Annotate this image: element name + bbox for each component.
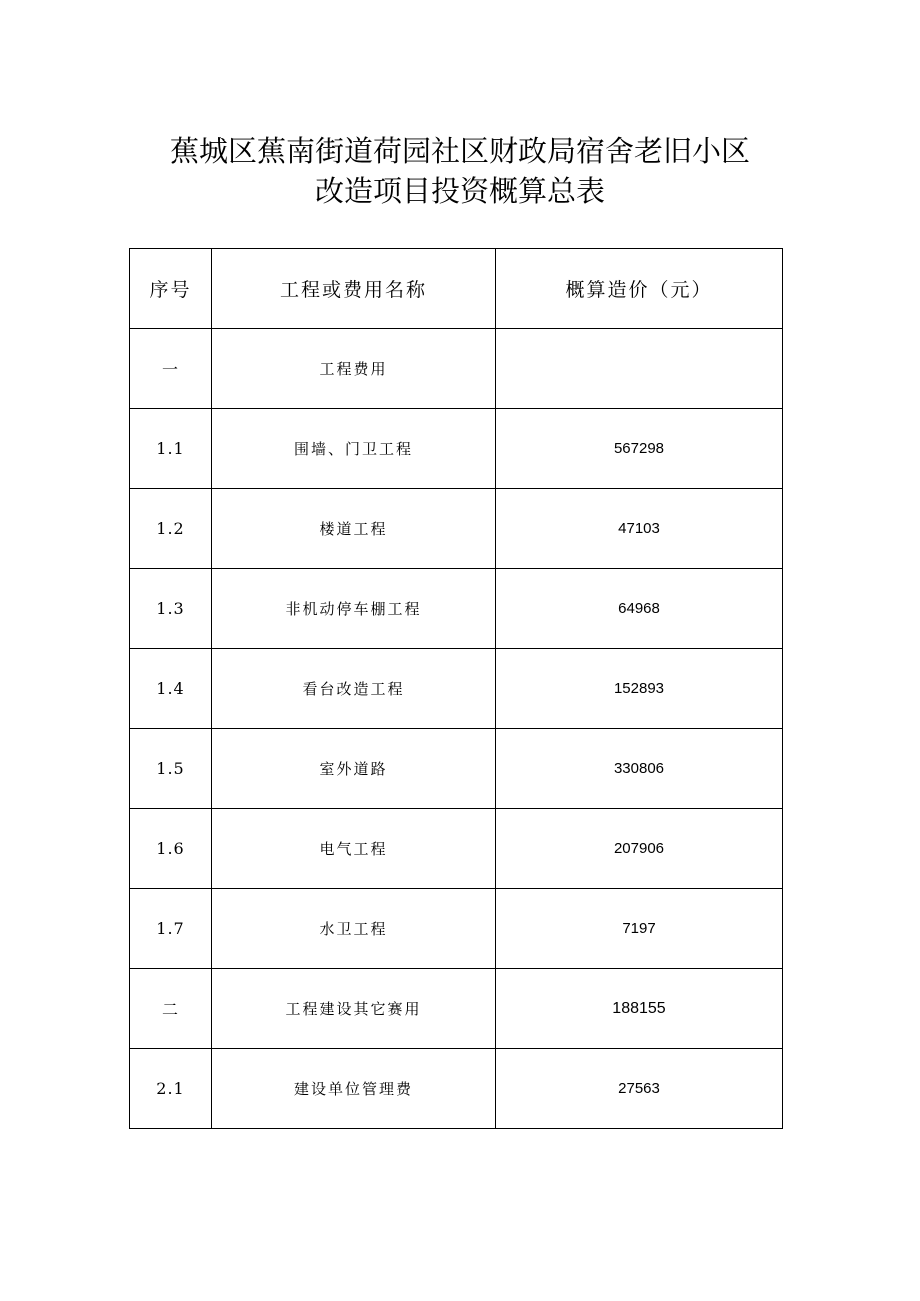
row-name: 楼道工程: [212, 489, 496, 569]
row-name: 水卫工程: [212, 889, 496, 969]
row-price: 64968: [496, 569, 783, 649]
document-title-line-2: 改造项目投资概算总表: [314, 174, 605, 208]
table-row: [130, 569, 783, 649]
row-name: 电气工程: [212, 809, 496, 889]
row-no: 1.1: [130, 409, 212, 489]
table-row: [130, 409, 783, 489]
table-row: [130, 649, 783, 729]
row-price: 188155: [496, 969, 783, 1049]
row-no: 1.3: [130, 569, 212, 649]
table-row: [130, 1049, 783, 1129]
row-price: 152893: [496, 649, 783, 729]
row-no: 1.5: [130, 729, 212, 809]
row-price: [496, 329, 783, 409]
header-name: 工程或费用名称: [212, 249, 496, 329]
row-name: 非机动停车棚工程: [212, 569, 496, 649]
row-name: 工程建设其它赛用: [212, 969, 496, 1049]
row-price: 330806: [496, 729, 783, 809]
row-no: 2.1: [130, 1049, 212, 1129]
budget-summary-table: [129, 248, 783, 1129]
document-title-line-1: 蕉城区蕉南街道荷园社区财政局宿舍老旧小区: [169, 134, 750, 168]
header-price: 概算造价（元）: [496, 249, 783, 329]
row-price: 207906: [496, 809, 783, 889]
header-no: 序号: [130, 249, 212, 329]
row-no: 1.7: [130, 889, 212, 969]
row-no: 二: [130, 969, 212, 1049]
table-row: [130, 969, 783, 1049]
row-no: 一: [130, 329, 212, 409]
row-price: 47103: [496, 489, 783, 569]
row-name: 围墙、门卫工程: [212, 409, 496, 489]
row-no: 1.4: [130, 649, 212, 729]
table-header-row: [130, 249, 783, 329]
row-price: 27563: [496, 1049, 783, 1129]
row-name: 室外道路: [212, 729, 496, 809]
table-row: [130, 809, 783, 889]
table-row: [130, 729, 783, 809]
row-no: 1.6: [130, 809, 212, 889]
table-row: [130, 489, 783, 569]
row-price: 567298: [496, 409, 783, 489]
table-row: [130, 329, 783, 409]
table-row: [130, 889, 783, 969]
row-name: 看台改造工程: [212, 649, 496, 729]
row-name: 工程费用: [212, 329, 496, 409]
row-no: 1.2: [130, 489, 212, 569]
row-price: 7197: [496, 889, 783, 969]
row-name: 建设单位管理费: [212, 1049, 496, 1129]
